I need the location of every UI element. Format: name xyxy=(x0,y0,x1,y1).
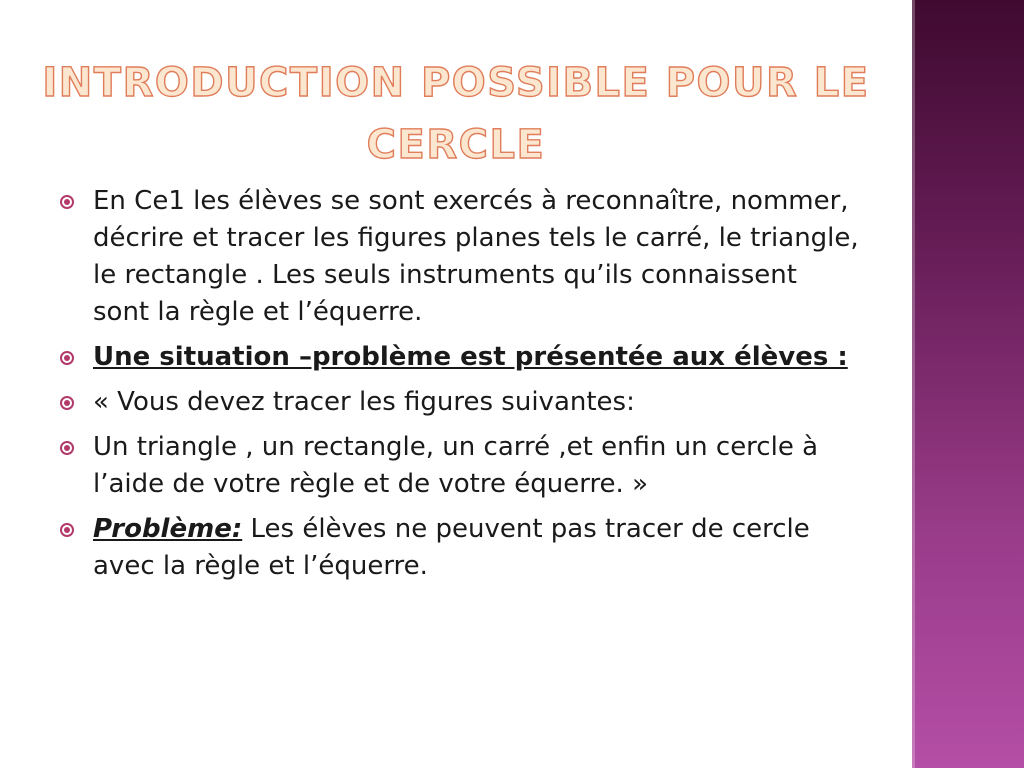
bullet-marker-icon xyxy=(60,351,74,365)
bullet-text: « Vous devez tracer les figures suivantes: xyxy=(93,387,635,417)
bullet-marker-icon xyxy=(60,441,74,455)
bullet-item xyxy=(60,183,860,331)
bullet-list xyxy=(60,183,860,593)
bullet-item xyxy=(60,384,860,421)
bullet-marker-icon xyxy=(60,523,74,537)
bullet-item xyxy=(60,339,860,376)
bullet-item xyxy=(60,429,860,503)
bullet-label-probleme: Problème: xyxy=(93,514,243,544)
bullet-item xyxy=(60,511,860,585)
bullet-text-emphasized: Une situation –problème est présentée aux élèves : xyxy=(93,342,848,372)
slide-title: INTRODUCTION POSSIBLE POUR LE CERCLE xyxy=(42,60,870,168)
bullet-marker-icon xyxy=(60,195,74,209)
bullet-text: En Ce1 les élèves se sont exercés à reconnaître, nommer, décrire et tracer les figures planes tels le carré, le triangle, le rectangle . Les seuls instruments qu’ils connaissent sont la règle et l’équerre. xyxy=(93,186,859,327)
decorative-side-band xyxy=(912,0,1024,768)
bullet-text: Les élèves ne peuvent pas tracer de cercle avec la règle et l’équerre. xyxy=(93,514,810,581)
bullet-text: Un triangle , un rectangle, un carré ,et enfin un cercle à l’aide de votre règle et de votre équerre. » xyxy=(93,432,819,499)
bullet-marker-icon xyxy=(60,396,74,410)
